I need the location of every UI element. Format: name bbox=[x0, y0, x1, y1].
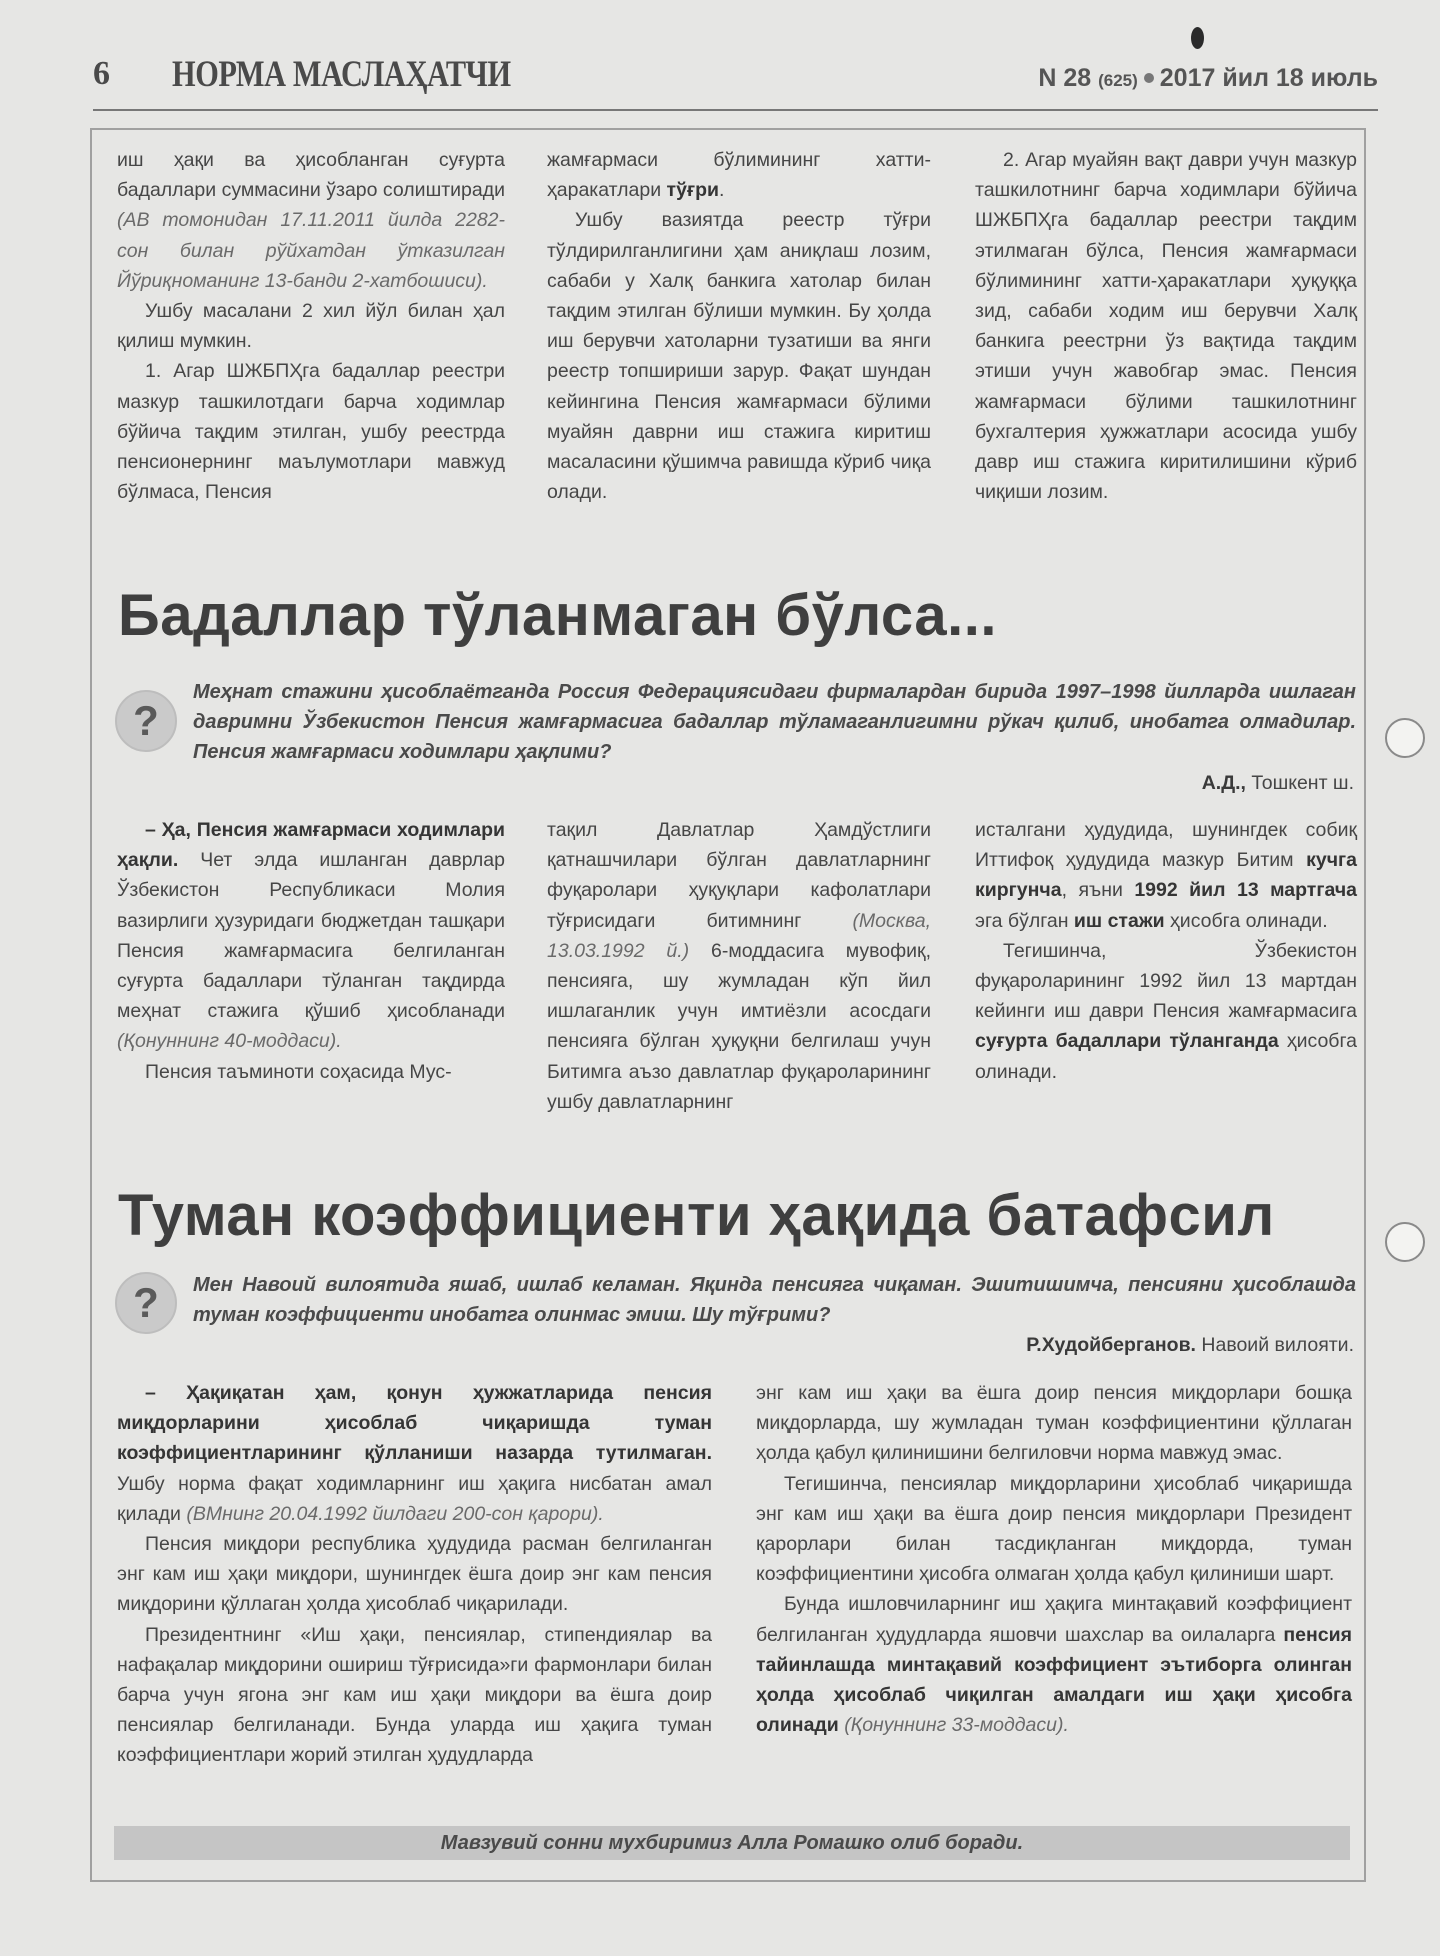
article1-column-3 bbox=[975, 145, 1357, 507]
paragraph: Тегишинча, Ўзбекистон фуқароларининг 1992 йил 13 мартдан кейинги иш даври Пенсия жамғармасига суғурта бадаллари тўланганда ҳисобга олинади. bbox=[975, 939, 1357, 1083]
scan-speck bbox=[1191, 27, 1204, 49]
paragraph: 2. Агар муайян вақт даври учун мазкур ташкилотнинг барча ходимлари бўйича ШЖБПҲга бадаллар реестри тақдим этилмаган бўлса, Пенсия жамғармаси бўлимининг хатти-ҳаракатлари ҳуқуққа зид, сабаби ходим иш берувчи Халқ банкига реестрни ўз вақтида тақдим этиши учун жавобгар эмас. Пенсия жамғармаси бўлими ташкилотнинг бухгалтерия ҳужжатлари асосида ушбу давр иш стажига киритилишини кўриб чиқиши лозим. bbox=[975, 149, 1357, 504]
paragraph: Пенсия миқдори республика ҳудудида расман белгиланган энг кам иш ҳақи миқдори, шунингдек ёшга доир энг кам пенсия миқдорини қўллаган ҳолда ҳисоблаб чиқарилади. bbox=[117, 1533, 712, 1616]
paragraph: Президентнинг «Иш ҳақи, пенсиялар, стипендиялар ва нафақалар миқдорини ошириш тўғрисида»ги фармонлари билан барча учун ягона энг кам иш ҳақи миқдори ва ёшга доир пенсиялар белгиланади. Бунда уларда иш ҳақига туман коэффициентлари жорий этилган ҳудудларда bbox=[117, 1623, 712, 1767]
article2-heading: Бадаллар тўланмаган бўлса... bbox=[118, 583, 997, 648]
page-number: 6 bbox=[93, 55, 110, 92]
bullet-icon bbox=[1144, 73, 1154, 83]
article2-column-3 bbox=[975, 815, 1357, 1087]
article3-heading: Туман коэффициенти ҳақида батафсил bbox=[118, 1183, 1275, 1248]
newspaper-title: НОРМА МАСЛАҲАТЧИ bbox=[172, 54, 511, 95]
paragraph: Бунда ишловчиларнинг иш ҳақига минтақавий коэффициент белгиланган ҳудудларда яшовчи шахслар ва оилаларга пенсия тайинлашда минтақавий коэффициент эътиборга олинган ҳолда ҳисоблаб чиқилган амалдаги иш ҳақи ҳисобга олинади (Қонуннинг 33-моддаси). bbox=[756, 1593, 1352, 1737]
article3-question: Мен Навоий вилоятида яшаб, ишлаб келаман. Яқинда пенсияга чиқаман. Эшитишимча, пенсияни ҳисоблашда туман коэффициенти инобатга олинмас эмиш. Шу тўғрими? bbox=[193, 1274, 1356, 1326]
punch-hole bbox=[1385, 1222, 1425, 1262]
paragraph: 1. Агар ШЖБПҲга бадаллар реестри мазкур ташкилотдаги барча ходимлар бўйича тақдим этилган, ушбу реестрда пенсионернинг маълумотлари мавжуд бўлмаса, Пенсия bbox=[117, 360, 505, 504]
paragraph: Ушбу вазиятда реестр тўғри тўлдирилганлигини ҳам аниқлаш лозим, сабаби у Халқ банкига хатолар билан тақдим этилган бўлиши мумкин. Бу ҳолда иш берувчи хатоларни тузатиши ва янги реестр топшириши зарур. Фақат шундан кейингина Пенсия жамғармаси бўлими муайян даврни иш стажига киритиш масаласини қўшимча равишда кўриб чиқа олади. bbox=[547, 209, 931, 504]
header-rule bbox=[93, 109, 1378, 111]
paragraph: – Ҳақиқатан ҳам, қонун ҳужжатларида пенсия миқдорларини ҳисоблаб чиқаришда туман коэффициентларининг қўлланиши назарда тутилмаган. Ушбу норма фақат ходимларнинг иш ҳақига нисбатан амал қилади (ВМнинг 20.04.1992 йилдаги 200-сон қарори). bbox=[117, 1382, 712, 1525]
article3-author: Р.Худойберганов. Навоий вилояти. bbox=[1026, 1334, 1354, 1356]
paragraph: Ушбу масалани 2 хил йўл билан ҳал қилиш мумкин. bbox=[117, 300, 505, 353]
paragraph: энг кам иш ҳақи ва ёшга доир пенсия миқдорлари бошқа миқдорларда, шу жумладан туман коэффициентини қўллаган ҳолда қабул қилинишини белгиловчи норма мавжуд эмас. bbox=[756, 1382, 1352, 1465]
paragraph: Тегишинча, пенсиялар миқдорларини ҳисоблаб чиқаришда энг кам иш ҳақи ва ёшга доир пенсия миқдорлари Президент қарорлари билан тасдиқланган миқдорда, туман коэффициентини ҳисобга олмаган ҳолда қабул қилиниши шарт. bbox=[756, 1472, 1352, 1586]
article2-question: Меҳнат стажини ҳисоблаётганда Россия Федерациясидаги фирмалардан бирида 1997–1998 йилларда ишлаган давримни Ўзбекистон Пенсия жамғармасига бадаллар тўламаганлигимни рўкач қилиб, инобатга олмадилар. Пенсия жамғармаси ходимлари ҳақлими? bbox=[193, 681, 1356, 763]
article3-column-2 bbox=[756, 1378, 1352, 1740]
article2-author: А.Д., Тошкент ш. bbox=[1201, 772, 1354, 794]
issue-number: N 28 bbox=[1038, 64, 1092, 92]
paragraph: жамғармаси бўлимининг хатти-ҳаракатлари тўғри. bbox=[547, 149, 931, 202]
paragraph: исталгани ҳудудида, шунингдек собиқ Иттифоқ ҳудудида мазкур Битим кучга киргунча, яъни 1992 йил 13 мартгача эга бўлган иш стажи ҳисобга олинади. bbox=[975, 819, 1357, 932]
punch-hole bbox=[1385, 718, 1425, 758]
article2-column-2 bbox=[547, 815, 931, 1117]
footer-note: Мавзувий сонни мухбиримиз Алла Ромашко олиб боради. bbox=[114, 1826, 1350, 1860]
article1-column-2 bbox=[547, 145, 931, 507]
paragraph: Пенсия таъминоти соҳасида Мус- bbox=[145, 1060, 452, 1083]
issue-total: (625) bbox=[1098, 71, 1138, 90]
article1-column-1 bbox=[117, 145, 505, 507]
paragraph: иш ҳақи ва ҳисобланган суғурта бадаллари суммасини ўзаро солиштиради (АВ томонидан 17.11.2011 йилда 2282-сон билан рўйхатдан ўтказилган Йўриқноманинг 13-банди 2-хатбошиси). bbox=[117, 149, 505, 292]
paragraph: – Ҳа, Пенсия жамғармаси ходимлари ҳақли. Чет элда ишланган даврлар Ўзбекистон Республикаси Молия вазирлиги ҳузуридаги бюджетдан ташқари Пенсия жамғармасига белгиланган суғурта бадаллари тўланган тақдирда меҳнат стажига қўшиб ҳисобланади (Қонуннинг 40-моддаси). bbox=[117, 819, 505, 1053]
paragraph: тақил Давлатлар Ҳамдўстлиги қатнашчилари бўлган давлатларнинг фуқаролари ҳуқуқлари кафолатлари тўғрисидаги битимнинг (Москва, 13.03.1992 й.) 6-моддасига мувофиқ, пенсияга, шу жумладан кўп йил ишлаганлик учун имтиёзли асосдаги пенсияга бўлган ҳуқуқни белгилаш учун Битимга аъзо давлатлар фуқароларининг ушбу давлатларнинг bbox=[547, 819, 931, 1113]
issue-info bbox=[1038, 64, 1378, 93]
article2-column-1 bbox=[117, 815, 505, 1087]
question-icon: ? bbox=[115, 1272, 177, 1334]
article3-column-1 bbox=[117, 1378, 712, 1771]
issue-date: 2017 йил 18 июль bbox=[1159, 64, 1378, 92]
question-icon: ? bbox=[115, 690, 177, 752]
